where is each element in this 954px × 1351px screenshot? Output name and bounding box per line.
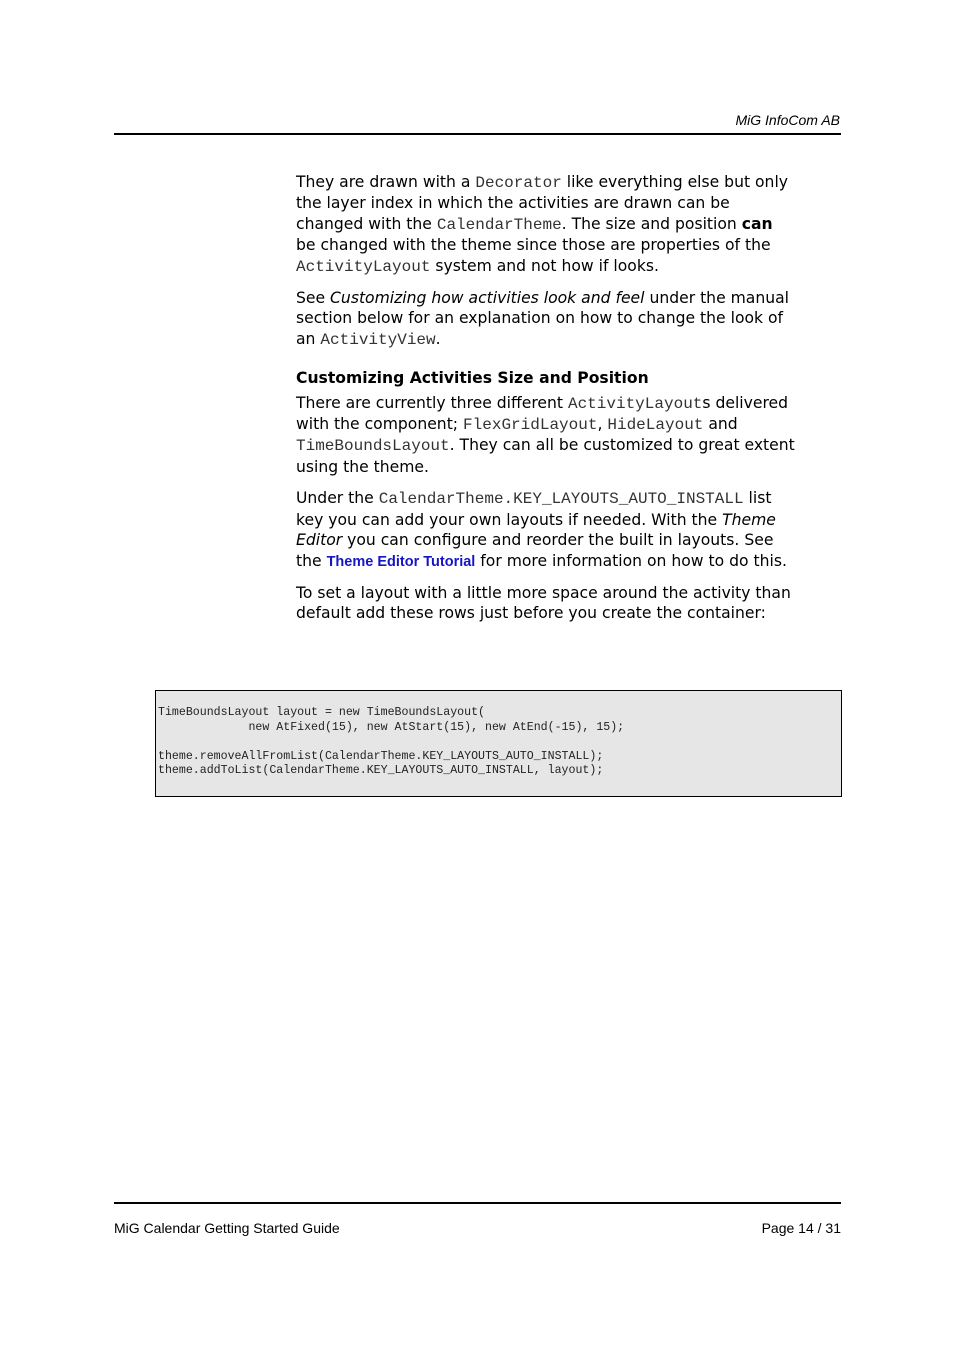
code-calendar-theme: CalendarTheme (436, 215, 562, 234)
code-layouts-key: CalendarTheme.KEY_LAYOUTS_AUTO_INSTALL (378, 490, 744, 509)
code-timebounds-layout: TimeBoundsLayout (296, 437, 450, 456)
company-name: MiG InfoCom AB (735, 112, 840, 128)
bold-can: can (741, 214, 773, 233)
text: Under the (296, 489, 379, 508)
text: , (597, 415, 608, 434)
header-rule (114, 133, 841, 135)
text: There are currently three different (296, 393, 568, 412)
text: be changed with the theme since those are properties of the (296, 236, 771, 255)
code-decorator: Decorator (475, 174, 562, 192)
code-text: TimeBoundsLayout layout = new TimeBoundsLayout( new AtFixed(15), new AtStart(15), new AtEnd(-15), 15); theme.removeAllFromList(CalendarTheme.KEY_LAYOUTS_AUTO_INSTALL); theme.addToList(CalendarTheme.KEY_LAYOUTS_AUTO_INSTALL, layout); (158, 706, 625, 778)
text: you can configure and reorder the built in layouts. See the (296, 531, 774, 570)
document-title: MiG Calendar Getting Started Guide (114, 1220, 340, 1236)
section-heading: Customizing Activities Size and Position (296, 369, 649, 388)
paragraph-theme-key (296, 488, 796, 572)
text: . (435, 329, 441, 348)
italic-reference: Customizing how activities look and feel (330, 289, 645, 308)
code-flexgrid-layout: FlexGridLayout (463, 416, 598, 435)
italic-theme-editor: Theme Editor (296, 510, 776, 550)
code-hide-layout: HideLayout (607, 416, 704, 435)
text: s delivered with the component; (296, 393, 789, 434)
footer-rule (114, 1202, 841, 1204)
text: . They can all be customized to great extent using the theme. (296, 436, 795, 476)
text: They are drawn with a (296, 173, 476, 191)
text: See (296, 289, 331, 308)
text: for more information on how to do this. (475, 551, 787, 570)
theme-editor-tutorial-link[interactable]: Theme Editor Tutorial (326, 553, 476, 570)
paragraph-see (296, 288, 796, 350)
code-block (155, 690, 842, 797)
paragraph-layouts (296, 393, 796, 478)
main-content (296, 172, 796, 635)
text: like everything else but only the layer index in which the activities are drawn can be changed with the (296, 173, 789, 233)
text: system and not how if looks. (430, 256, 659, 275)
text: and (703, 415, 738, 434)
text: list key you can add your own layouts if needed. With the (296, 489, 772, 529)
paragraph-decorator (296, 172, 796, 277)
text: . The size and position (561, 214, 742, 233)
code-activity-layout: ActivityLayout (296, 257, 431, 276)
code-activity-view: ActivityView (320, 330, 436, 349)
text: under the manual section below for an explanation on how to change the look of an (296, 289, 790, 348)
page-number: Page 14 / 31 (761, 1220, 841, 1236)
code-activity-layout: ActivityLayout (567, 394, 703, 413)
paragraph-set-layout: To set a layout with a little more space around the activity than default add these rows just before you create the container: (296, 583, 791, 623)
